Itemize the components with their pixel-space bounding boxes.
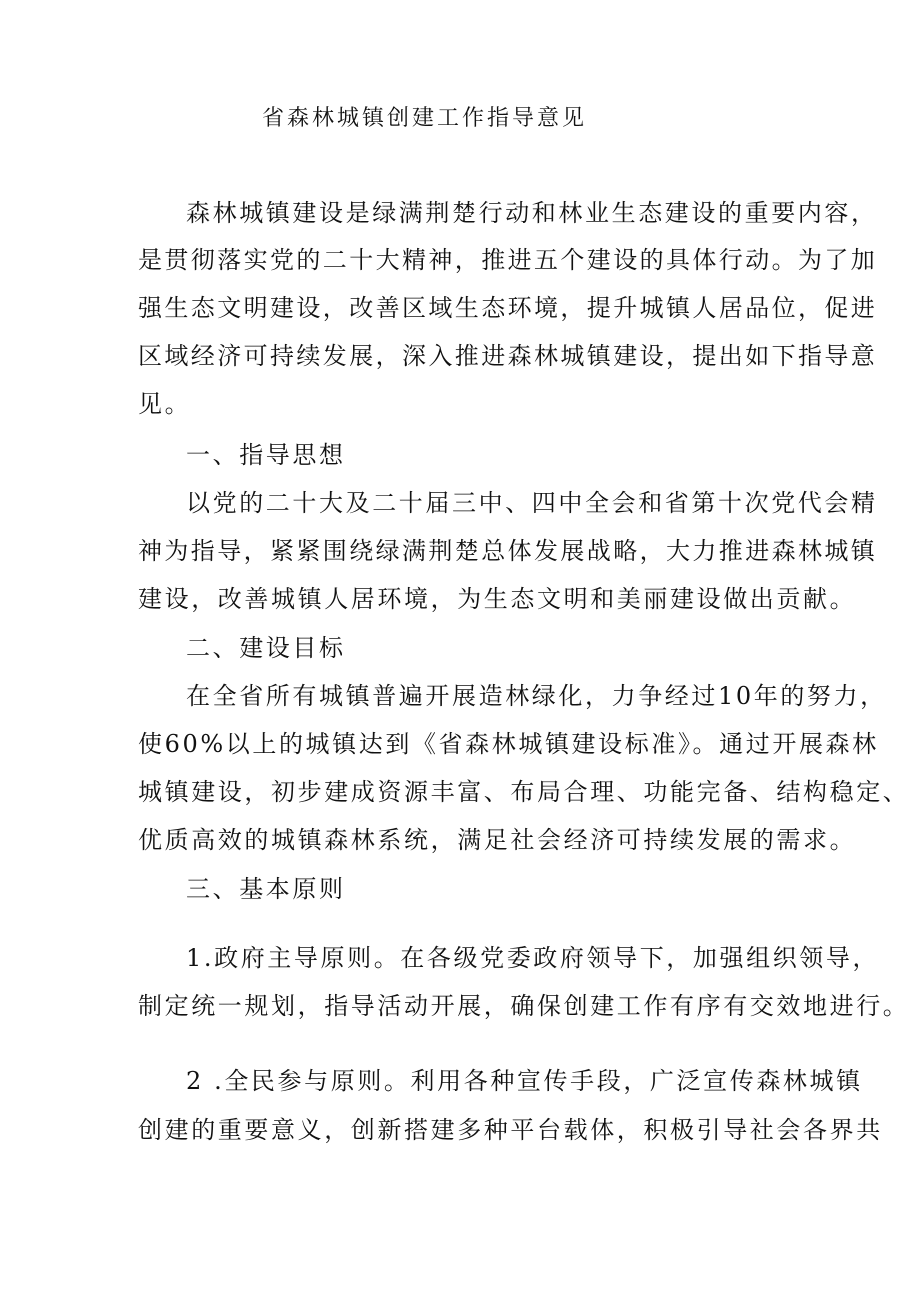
section-heading: 三、基本原则 [186,875,346,903]
document-title: 省森林城镇创建工作指导意见 [262,106,588,131]
paragraph-line: 森林城镇建设是绿满荆楚行动和林业生态建设的重要内容， [186,199,878,227]
paragraph-line: 在全省所有城镇普遍开展造林绿化，力争经过10年的努力， [186,682,887,710]
paragraph-line: 强生态文明建设，改善区域生态环境，提升城镇人居品位，促进 [138,294,878,322]
paragraph-line: 以党的二十大及二十届三中、四中全会和省第十次党代会精 [186,489,878,517]
section-heading: 二、建设目标 [186,634,346,662]
paragraph-line: 优质高效的城镇森林系统，满足社会经济可持续发展的需求。 [138,826,857,854]
paragraph-line: 神为指导，紧紧围绕绿满荆楚总体发展战略，大力推进森林城镇 [138,537,878,565]
paragraph-line: 建设，改善城镇人居环境，为生态文明和美丽建设做出贡献。 [138,585,857,613]
paragraph-line: 见。 [138,390,192,418]
paragraph-line: 区域经济可持续发展，深入推进森林城镇建设，提出如下指导意 [138,342,878,370]
paragraph-line: 城镇建设，初步建成资源丰富、布局合理、功能完备、结构稳定、 [138,778,910,806]
paragraph-line: 使60%以上的城镇达到《省森林城镇建设标准》。通过开展森林 [138,730,879,758]
section-heading: 一、指导思想 [186,441,346,469]
paragraph-line: 2 .全民参与原则。利用各种宣传手段，广泛宣传森林城镇 [186,1067,863,1095]
paragraph-line: 创建的重要意义，创新搭建多种平台载体，积极引导社会各界共 [138,1116,883,1144]
paragraph-line: 制定统一规划，指导活动开展，确保创建工作有序有交效地进行。 [138,992,910,1020]
paragraph-line: 1.政府主导原则。在各级党委政府领导下，加强组织领导， [186,944,880,972]
paragraph-line: 是贯彻落实党的二十大精神，推进五个建设的具体行动。为了加 [138,246,878,274]
